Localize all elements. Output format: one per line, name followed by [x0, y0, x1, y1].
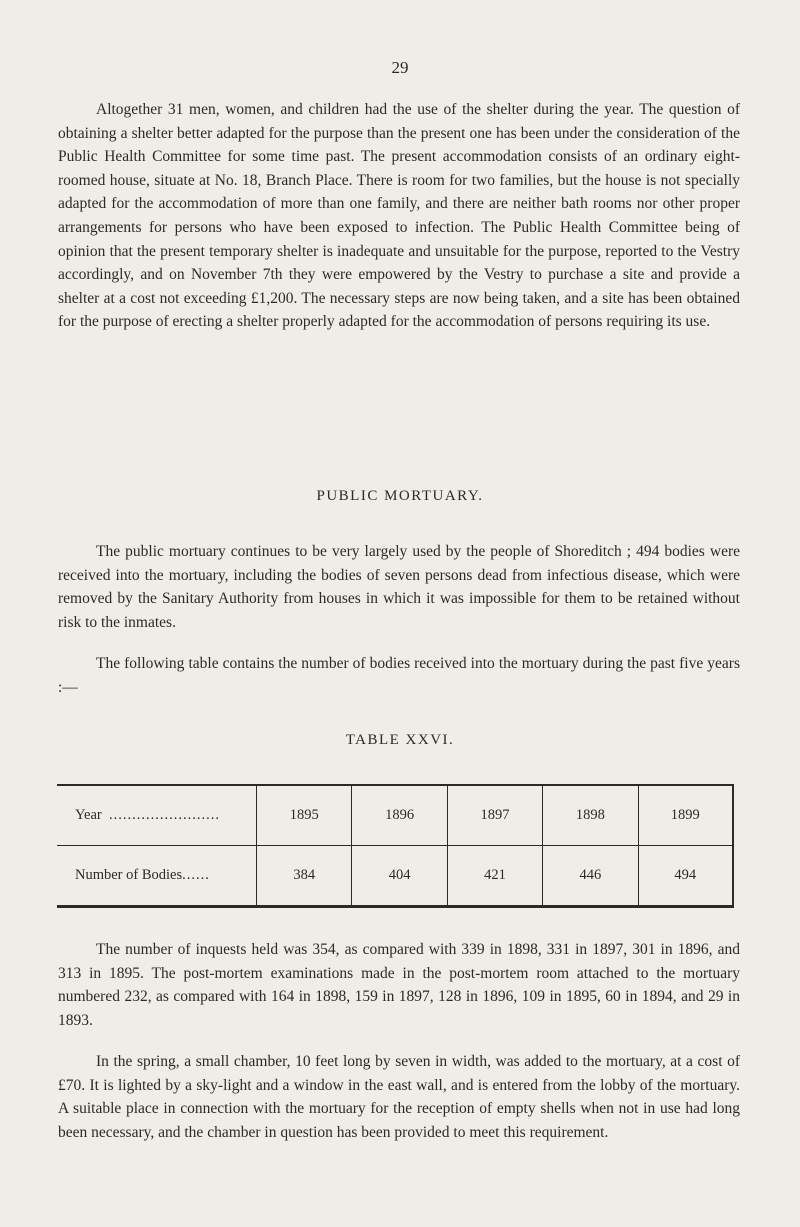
table-row-bodies — [57, 846, 732, 906]
paragraph-inquests: The number of inquests held was 354, as compared with 339 in 1898, 331 in 1897, 301 in 1896, and 313 in 1895. The post-mortem examinations made in the post-mortem room attached to the mortuary numbered 232, as compared with 164 in 1898, 159 in 1897, 128 in 1896, 109 in 1895, 60 in 1894, and 29 in 1893. — [58, 941, 740, 1029]
paragraph-mortuary-usage: The public mortuary continues to be very largely used by the people of Shoreditch ; 494 bodies were received into the mortuary, including the bodies of seven persons dead from infectious disease, which were removed by the Sanitary Authority from houses in which it was impossible for them to be retained without risk to the inmates. — [58, 543, 740, 631]
section-heading-public-mortuary: PUBLIC MORTUARY. — [316, 488, 484, 504]
year-cell: 1895 — [257, 786, 352, 846]
row-label-bodies: Number of Bodies...... — [75, 867, 210, 883]
paragraph-chamber: In the spring, a small chamber, 10 feet long by seven in width, was added to the mortuary, at a cost of £70. It is lighted by a sky-light and a window in the east wall, and is entered from the lobby of the mortuary. A suitable place in connection with the mortuary for the reception of empty shells when not in use had long been necessary, and the chamber in question has been provided to meet this requirement. — [58, 1053, 740, 1141]
bodies-cell: 494 — [638, 846, 732, 906]
year-cell: 1899 — [638, 786, 732, 846]
paragraph-table-intro: The following table contains the number of bodies received into the mortuary during the past five years :— — [58, 655, 740, 696]
year-cell: 1896 — [352, 786, 447, 846]
row-label-year: Year ........................ — [57, 786, 257, 846]
table-title: TABLE XXVI. — [345, 732, 455, 748]
bodies-cell: 421 — [447, 846, 542, 906]
table-row-year — [57, 786, 732, 846]
bodies-cell: 384 — [257, 846, 352, 906]
page-number: 29 — [391, 58, 409, 77]
year-cell: 1897 — [447, 786, 542, 846]
bodies-table — [57, 784, 734, 908]
year-cell: 1898 — [543, 786, 638, 846]
paragraph-shelter: Altogether 31 men, women, and children had the use of the shelter during the year. The question of obtaining a shelter better adapted for the purpose than the present one has been under the consideration of the Public Health Committee for some time past. The present accommodation consists of an ordinary eight-roomed house, situate at No. 18, Branch Place. There is room for two families, but the house is not specially adapted for the accommodation of more than one family, and there are neither bath rooms nor other proper arrangements for persons who have been exposed to infection. The Public Health Committee being of opinion that the present temporary shelter is inadequate and unsuitable for the purpose, reported to the Vestry accordingly, and on November 7th they were empowered by the Vestry to purchase a site and provide a shelter at a cost not exceeding £1,200. The necessary steps are now being taken, and a site has been obtained for the purpose of erecting a shelter properly adapted for the accommodation of persons requiring its use. — [58, 101, 740, 331]
bodies-cell: 404 — [352, 846, 447, 906]
bodies-cell: 446 — [543, 846, 638, 906]
